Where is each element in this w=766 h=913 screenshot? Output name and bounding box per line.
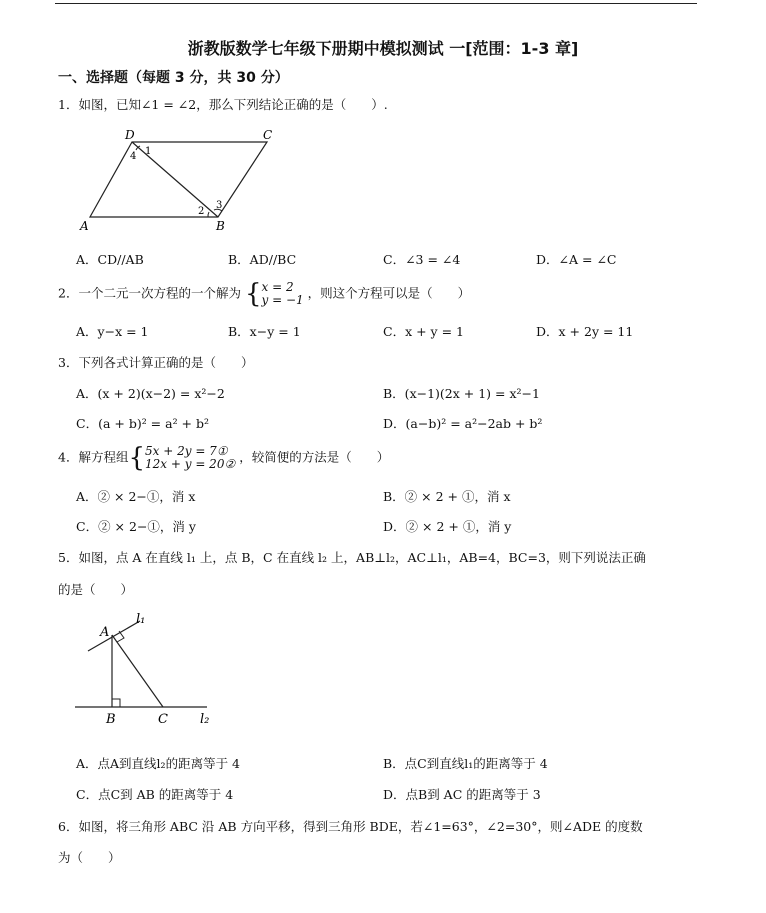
q1-option-c: C．∠3 = ∠4 <box>383 252 461 267</box>
q1-figure <box>70 125 290 235</box>
q2-brace: { <box>244 279 262 309</box>
q5-right-angle-b <box>112 699 120 707</box>
q3-stem: 3．下列各式计算正确的是（ ） <box>58 355 254 370</box>
q1-angle-1: 1 <box>145 146 152 157</box>
q1-label-A: A <box>80 219 89 233</box>
q1-option-a: A．CD//AB <box>76 252 144 267</box>
q2-option-d: D．x + 2y = 11 <box>536 324 634 339</box>
q1-angle-3: 3 <box>216 200 223 211</box>
q4-stem-post: ，较简便的方法是（ ） <box>239 449 390 465</box>
q5-option-a: A．点A到直线l₂的距离等于 4 <box>76 756 240 771</box>
q5-line-l1 <box>88 621 140 651</box>
q1-option-d: D．∠A = ∠C <box>536 252 617 267</box>
q4-option-d: D．② × 2 + ①，消 y <box>383 519 512 534</box>
q2-system-eq2: y = −1 <box>261 293 304 307</box>
q5-label-A: A <box>100 625 110 640</box>
q1-stem: 1．如图，已知∠1 = ∠2，那么下列结论正确的是（ ）. <box>58 97 388 112</box>
q6-stem-line2: 为（ ） <box>58 850 121 865</box>
q4-brace: { <box>128 443 145 473</box>
q5-figure <box>70 608 230 730</box>
q3-option-c: C．(a + b)² = a² + b² <box>76 416 210 431</box>
q5-label-C: C <box>158 712 168 727</box>
q5-label-l1: l₁ <box>136 612 146 627</box>
q1-label-C: C <box>263 128 273 142</box>
q4-system-eq1: 5x + 2y = 7① <box>145 444 228 458</box>
q1-label-B: B <box>216 219 225 233</box>
q2-stem <box>58 279 470 309</box>
q5-stem-line2: 的是（ ） <box>58 582 134 597</box>
q4-system-eq2: 12x + y = 20② <box>145 457 236 471</box>
q2-option-a: A．y−x = 1 <box>76 324 149 339</box>
q4-stem <box>58 443 389 473</box>
q5-option-b: B．点C到直线l₁的距离等于 4 <box>383 756 548 771</box>
q2-stem-pre: 2．一个二元一次方程的一个解为 <box>58 285 241 301</box>
q5-label-l2: l₂ <box>200 712 210 727</box>
q1-arc-2 <box>208 212 209 217</box>
q1-parallelogram <box>90 142 267 217</box>
q1-label-D: D <box>125 128 135 142</box>
q2-system <box>262 281 304 307</box>
q2-option-b: B．x−y = 1 <box>228 324 301 339</box>
q4-option-a: A．② × 2−①，消 x <box>76 489 196 504</box>
q5-right-angle-a <box>117 631 124 642</box>
q3-option-b: B．(x−1)(2x + 1) = x²−1 <box>383 386 540 401</box>
q2-system-eq1: x = 2 <box>261 280 294 294</box>
section-heading: 一、选择题（每题 3 分，共 30 分） <box>58 70 289 86</box>
q1-angle-2: 2 <box>198 206 205 217</box>
q5-option-c: C．点C到 AB 的距离等于 4 <box>76 787 234 802</box>
q5-segment-ac <box>112 635 163 707</box>
q5-stem-line1: 5．如图，点 A 在直线 l₁ 上，点 B，C 在直线 l₂ 上，AB⊥l₂，AC⊥l₁，AB=4，BC=3，则下列说法正确 <box>58 550 646 565</box>
q4-stem-pre: 4．解方程组 <box>58 449 129 465</box>
q2-option-c: C．x + y = 1 <box>383 324 464 339</box>
q5-option-d: D．点B到 AC 的距离等于 3 <box>383 787 541 802</box>
q1-angle-4: 4 <box>130 151 137 162</box>
page-title: 浙教版数学七年级下册期中模拟测试 一[范围：1-3 章] <box>187 39 579 58</box>
q4-option-c: C．② × 2−①，消 y <box>76 519 196 534</box>
q2-stem-post: ，则这个方程可以是（ ） <box>307 285 471 301</box>
header-rule <box>55 3 697 4</box>
q3-option-a: A．(x + 2)(x−2) = x²−2 <box>76 386 225 401</box>
q4-system <box>145 445 235 471</box>
q3-option-d: D．(a−b)² = a²−2ab + b² <box>383 416 543 431</box>
q5-label-B: B <box>106 712 116 727</box>
q6-stem-line1: 6．如图，将三角形 ABC 沿 AB 方向平移，得到三角形 BDE，若∠1=63°，∠2=30°，则∠ADE 的度数 <box>58 819 643 834</box>
q1-option-b: B．AD//BC <box>228 252 297 267</box>
q4-option-b: B．② × 2 + ①，消 x <box>383 489 511 504</box>
